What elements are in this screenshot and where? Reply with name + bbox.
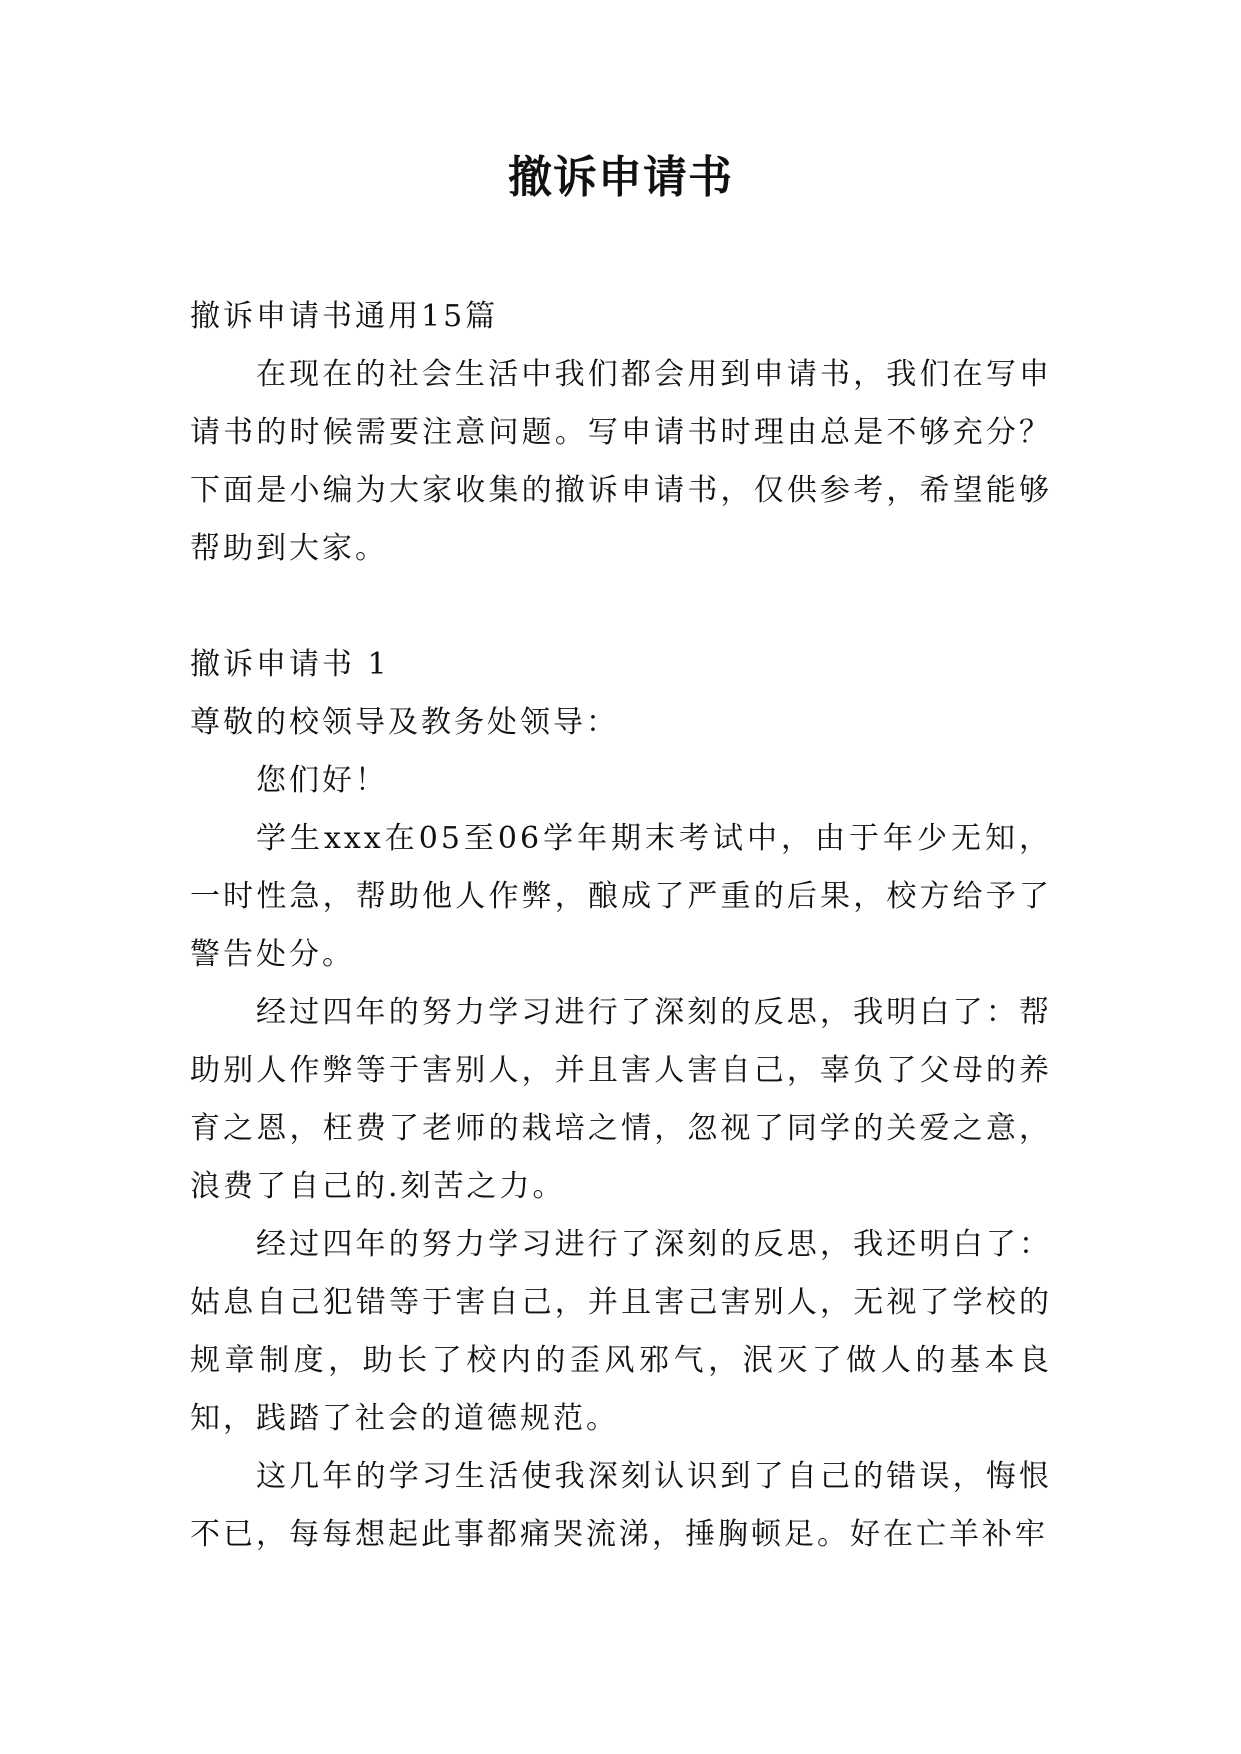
intro-paragraph: 在现在的社会生活中我们都会用到申请书，我们在写申请书的时候需要注意问题。写申请书时理由总是不够充分？下面是小编为大家收集的撤诉申请书，仅供参考，希望能够帮助到大家。	[190, 357, 1052, 566]
body-paragraph-1: 学生xxx在05至06学年期末考试中，由于年少无知，一时性急，帮助他人作弊，酿成了严重的后果，校方给予了警告处分。	[190, 821, 1052, 972]
paragraph-gap	[190, 578, 1052, 636]
document-subtitle: 撤诉申请书通用15篇	[190, 299, 499, 334]
document-title: 撤诉申请书	[508, 152, 733, 203]
salutation: 尊敬的校领导及教务处领导：	[190, 705, 619, 740]
body-paragraph-3: 经过四年的努力学习进行了深刻的反思，我还明白了：姑息自己犯错等于害自己，并且害己害别人，无视了学校的规章制度，助长了校内的歪风邪气，泯灭了做人的基本良知，践踏了社会的道德规范。	[190, 1227, 1052, 1436]
body-paragraph-2: 经过四年的努力学习进行了深刻的反思，我明白了：帮助别人作弊等于害别人，并且害人害自己，辜负了父母的养育之恩，枉费了老师的栽培之情，忽视了同学的关爱之意，浪费了自己的.刻苦之力。	[190, 995, 1052, 1204]
body-paragraph-4: 这几年的学习生活使我深刻认识到了自己的错误，悔恨不已，每每想起此事都痛哭流涕，捶胸顿足。好在亡羊补牢	[190, 1459, 1052, 1552]
greeting: 您们好！	[256, 763, 388, 798]
section-heading: 撤诉申请书 1	[190, 647, 390, 682]
document-body	[190, 288, 1052, 1564]
